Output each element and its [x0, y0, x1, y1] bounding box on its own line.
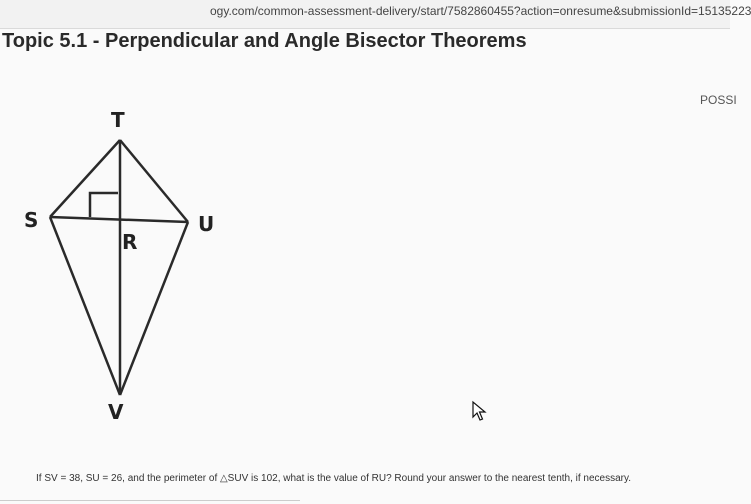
label-T: T: [111, 108, 125, 132]
segment-TU: [120, 140, 188, 222]
divider: [0, 500, 300, 501]
label-S: S: [24, 208, 39, 232]
segment-TS: [50, 140, 120, 217]
right-angle-mark: [90, 193, 118, 217]
segment-SV: [50, 217, 120, 395]
browser-address-bar[interactable]: [0, 0, 751, 29]
label-R: R: [122, 230, 138, 254]
kite-figure: [0, 100, 240, 440]
page-title: Topic 5.1 - Perpendicular and Angle Bisector Theorems: [2, 30, 527, 52]
url-text[interactable]: ogy.com/common-assessment-delivery/start/7582860455?action=onresume&submissionId=15135223: [210, 4, 751, 18]
possible-points-label: POSSI: [700, 93, 737, 107]
mouse-pointer-icon: [472, 401, 486, 426]
question-text: If SV = 38, SU = 26, and the perimeter of △SUV is 102, what is the value of RU? Round your answer to the nearest tenth, if necessary.: [36, 473, 632, 484]
label-V: V: [108, 400, 124, 424]
kite-diagram: [0, 100, 240, 440]
label-U: U: [198, 212, 215, 236]
